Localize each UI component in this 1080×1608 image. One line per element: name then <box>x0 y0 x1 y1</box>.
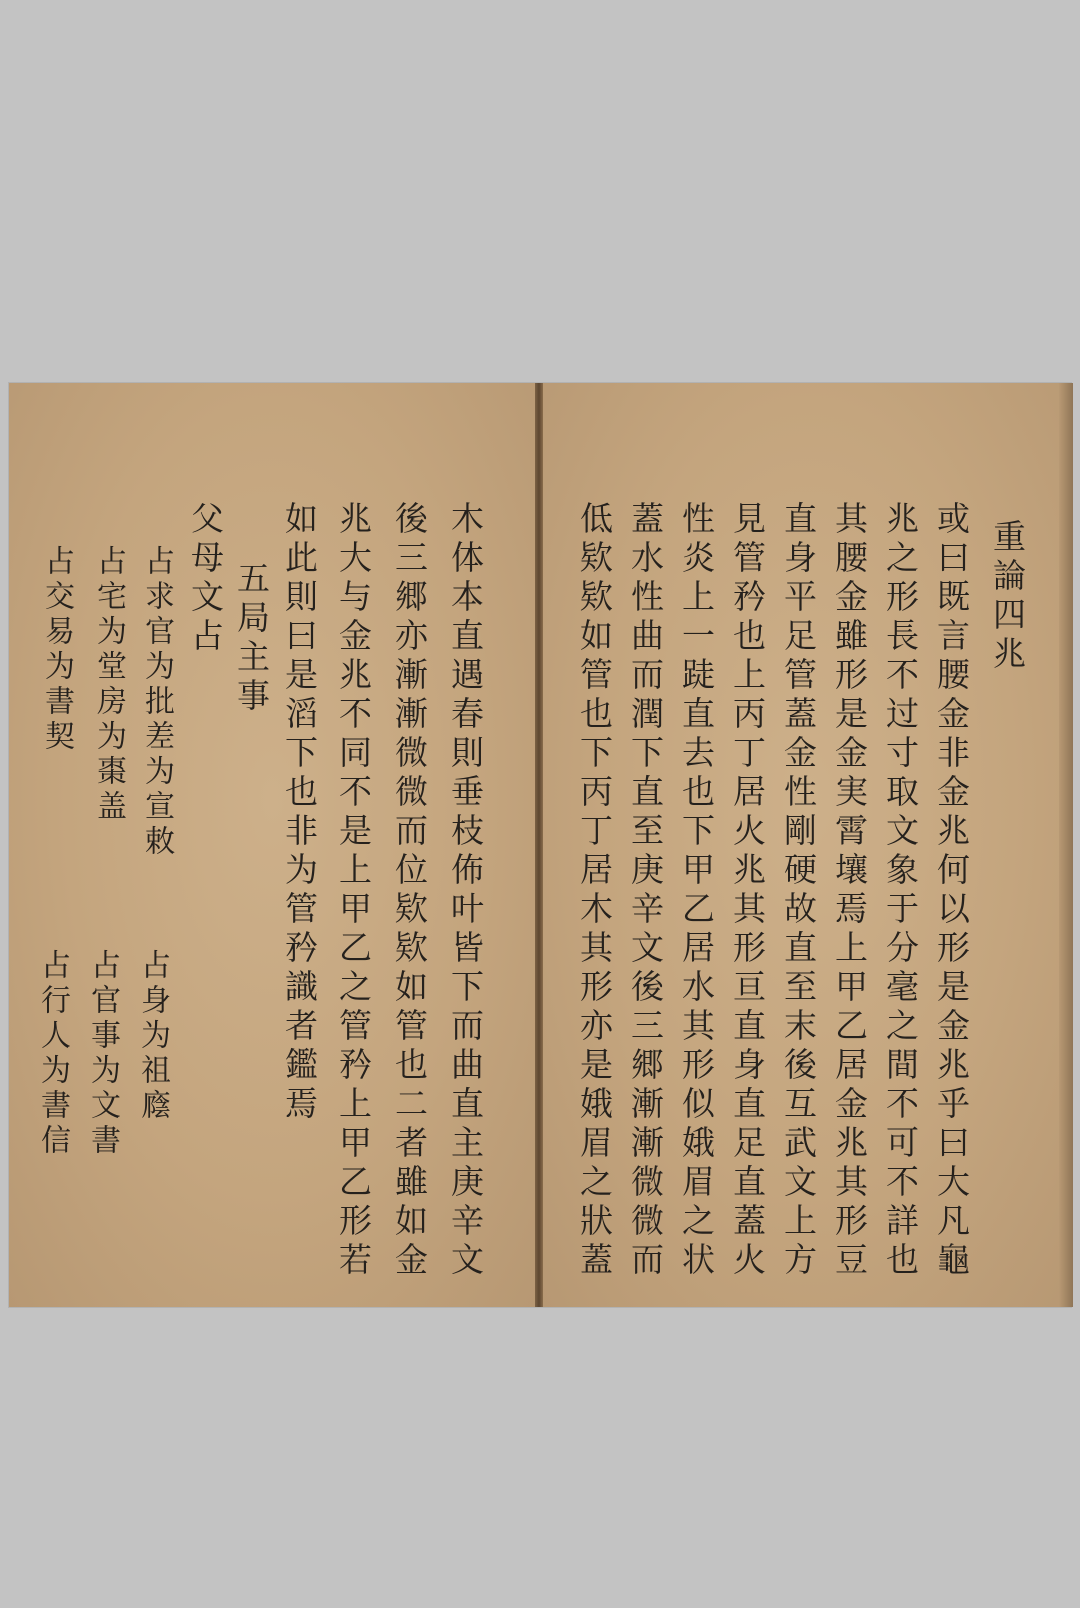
right-page-column-5: 見管矜也上丙丁居火兆其形亘直身直足直蓋火 <box>728 501 767 1281</box>
entry-upper-3: 占交易为書契 <box>39 545 74 755</box>
left-page-column-3: 兆大与金兆不同不是上甲乙之管矜上甲乙形若 <box>334 501 373 1281</box>
right-page-column-4: 直身平足管蓋金性剛硬故直至末後互武文上方 <box>779 501 818 1281</box>
right-page-heading: 重論四兆 <box>988 519 1027 675</box>
section-title: 五局主事 <box>232 561 271 717</box>
entry-upper-1: 占求官为批差为宣敕 <box>139 545 174 860</box>
right-page-column-1: 或曰既言腰金非金兆何以形是金兆乎曰大凡龜 <box>932 501 971 1281</box>
left-page-column-2: 後三郷亦漸漸微微而位欵欵如管也二者雖如金 <box>390 501 429 1281</box>
right-page-column-2: 兆之形長不过寸取文象于分毫之間不可不詳也 <box>881 501 920 1281</box>
right-page <box>543 383 1073 1307</box>
right-page-column-6: 性炎上一跿直去也下甲乙居水其形似娥眉之状 <box>677 501 716 1281</box>
left-page <box>9 383 535 1307</box>
book-gutter <box>535 383 543 1307</box>
left-page-column-1: 木体本直遇春則垂枝佈叶皆下而曲直主庚辛文 <box>446 501 485 1281</box>
right-page-column-3: 其腰金雖形是金実霄壤焉上甲乙居金兆其形豆 <box>830 501 869 1281</box>
left-page-column-4: 如此則曰是滔下也非为管矜識者鑑焉 <box>280 501 319 1125</box>
page-edge-shadow <box>1059 383 1073 1307</box>
subsection-title: 父母文占 <box>186 501 225 657</box>
entry-upper-2: 占宅为堂房为棗盖 <box>91 545 126 825</box>
entry-lower-1: 占身为祖廕 <box>135 949 170 1124</box>
entry-lower-2: 占官事为文書 <box>85 949 120 1159</box>
scanned-book-spread <box>8 382 1072 1308</box>
right-page-column-7: 蓋水性曲而潤下直至庚辛文後三郷漸漸微微而 <box>626 501 665 1281</box>
entry-lower-3: 占行人为書信 <box>35 949 70 1159</box>
right-page-column-8: 低欵欵如管也下丙丁居木其形亦是娥眉之狀蓋 <box>575 501 614 1281</box>
